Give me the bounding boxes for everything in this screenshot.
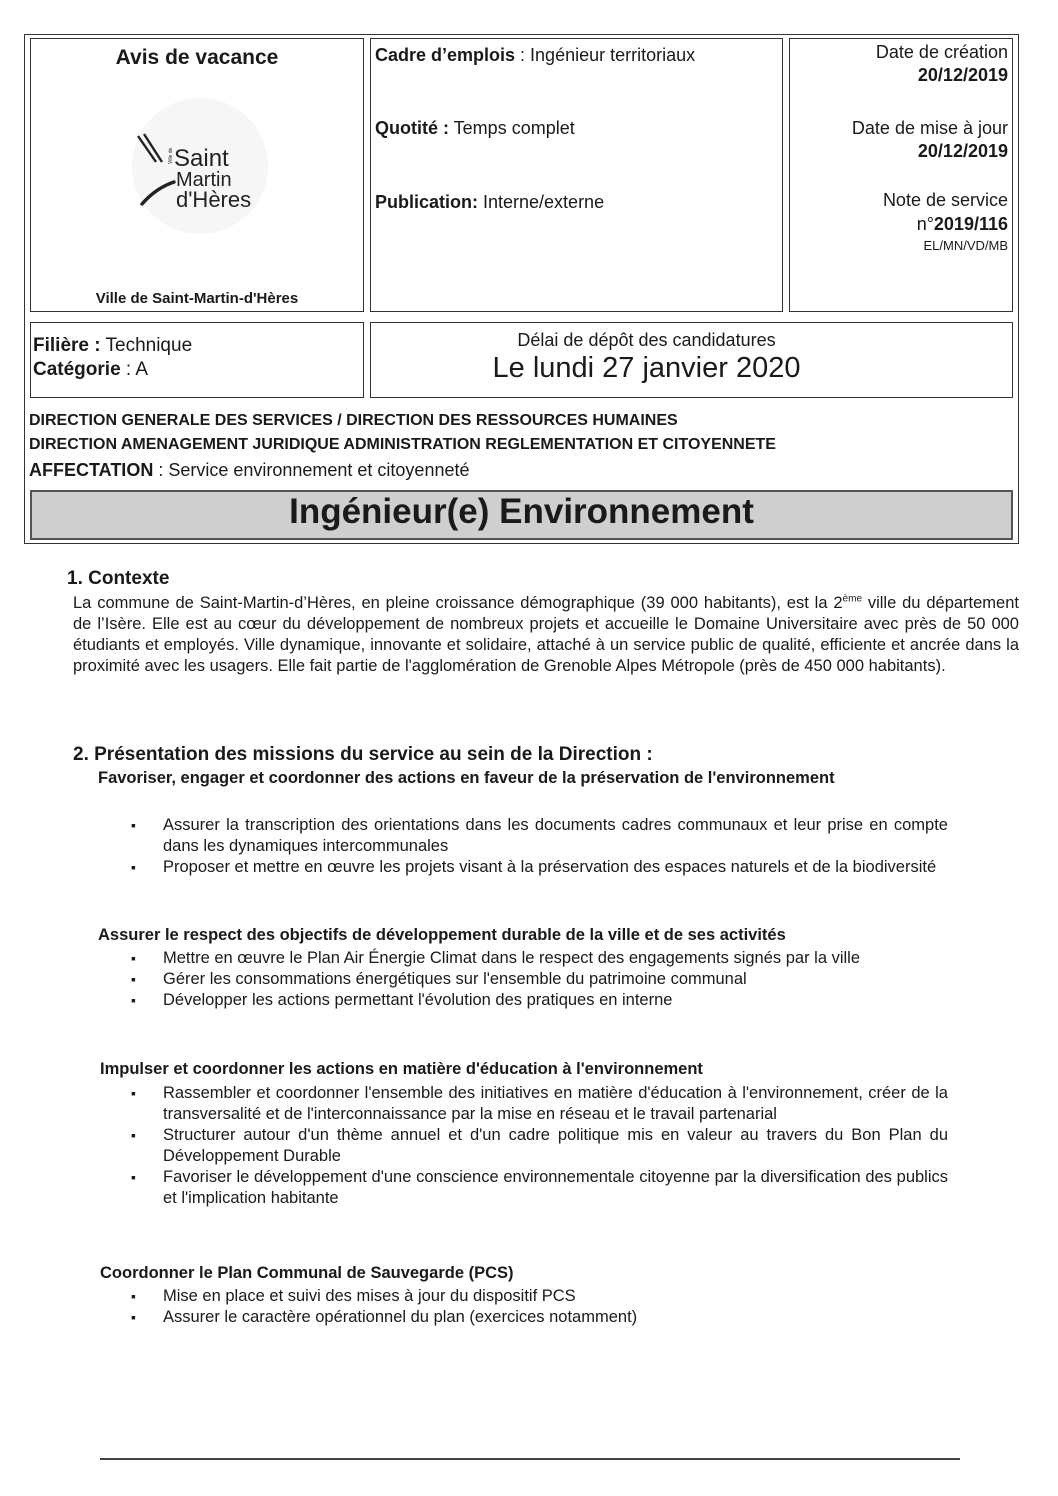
job-info-cell bbox=[370, 38, 783, 312]
categorie-line: Catégorie : A bbox=[33, 359, 149, 380]
city-logo bbox=[130, 132, 280, 222]
date-maj-label: Date de mise à jour bbox=[851, 118, 1008, 138]
cadre-line: Cadre d’emplois : Ingénieur territoriaux bbox=[375, 45, 696, 65]
direction-line-1: DIRECTION GENERALE DES SERVICES / DIRECTION DES RESSOURCES HUMAINES bbox=[29, 412, 678, 429]
svg-text:Martin: Martin bbox=[176, 169, 232, 191]
list-item: ▪ Assurer la transcription des orientations dans les documents cadres communaux et leur prise en compte dans les dynamiques intercommunales bbox=[128, 815, 948, 857]
group-2-list bbox=[128, 948, 948, 1011]
list-item: ▪ Favoriser le développement d'une conscience environnementale citoyenne par la diversification des publics et l'implication habitante bbox=[128, 1167, 948, 1209]
date-creation-value: 20/12/2019 bbox=[917, 65, 1008, 85]
affectation-line: AFFECTATION : Service environnement et citoyenneté bbox=[29, 460, 470, 480]
note-number: n°2019/116 bbox=[916, 214, 1008, 234]
group-1-list bbox=[128, 815, 948, 878]
list-item: ▪ Rassembler et coordonner l'ensemble des initiatives en matière d'éducation à l'environnement, créer de la transversalité et de l'interconnaissance par la mise en réseau et le travail partenarial bbox=[128, 1083, 948, 1125]
filiere-line: Filière : Technique bbox=[33, 335, 193, 356]
org-name: Ville de Saint-Martin-d'Hères bbox=[95, 290, 299, 307]
list-item: ▪ Mettre en œuvre le Plan Air Énergie Climat dans le respect des engagements signés par la ville bbox=[128, 948, 948, 969]
job-title: Ingénieur(e) Environnement bbox=[289, 492, 754, 531]
section-1-text: La commune de Saint-Martin-d’Hères, en pleine croissance démographique (39 000 habitants), est la 2ème ville du département de l’Isère. Elle est au cœur du développement de nombreux projets et accueille le Domaine Universitaire avec près de 50 000 étudiants et employés. Ville dynamique, innovante et solidaire, attaché à un service public de qualité, efficiente et ancrée dans la proximité avec les usagers. Elle fait partie de l'agglomération de Grenoble Alpes Métropole (près de 450 000 habitants). bbox=[73, 593, 1019, 675]
list-item: ▪ Mise en place et suivi des mises à jour du dispositif PCS bbox=[128, 1286, 948, 1307]
direction-line-2: DIRECTION AMENAGEMENT JURIDIQUE ADMINISTRATION REGLEMENTATION ET CITOYENNETE bbox=[29, 436, 776, 453]
svg-text:Ville de: Ville de bbox=[168, 147, 174, 164]
delai-label: Délai de dépôt des candidatures bbox=[517, 330, 776, 350]
section-2-title: 2. Présentation des missions du service au sein de la Direction : bbox=[73, 744, 653, 765]
date-maj-value: 20/12/2019 bbox=[917, 141, 1008, 161]
section-1-title: 1. Contexte bbox=[67, 568, 170, 589]
group-3-list bbox=[128, 1083, 948, 1209]
note-ref: EL/MN/VD/MB bbox=[923, 238, 1008, 253]
quotite-line: Quotité : Temps complet bbox=[375, 118, 575, 138]
group-3-heading: Impulser et coordonner les actions en matière d'éducation à l'environnement bbox=[100, 1060, 703, 1078]
group-1-heading: Favoriser, engager et coordonner des actions en faveur de la préservation de l'environnement bbox=[98, 769, 835, 787]
svg-text:Saint: Saint bbox=[174, 145, 229, 172]
list-item: ▪ Structurer autour d'un thème annuel et d'un cadre politique mis en valeur au travers du Bon Plan du Développement Durable bbox=[128, 1125, 948, 1167]
group-4-list bbox=[128, 1286, 948, 1328]
date-creation-label: Date de création bbox=[875, 42, 1008, 62]
list-item: ▪ Développer les actions permettant l'évolution des pratiques en interne bbox=[128, 990, 948, 1011]
svg-text:d'Hères: d'Hères bbox=[176, 187, 252, 212]
note-label: Note de service bbox=[882, 190, 1008, 210]
group-4-heading: Coordonner le Plan Communal de Sauvegarde (PCS) bbox=[100, 1264, 514, 1282]
list-item: ▪ Proposer et mettre en œuvre les projets visant à la préservation des espaces naturels et de la biodiversité bbox=[128, 857, 948, 878]
list-item: ▪ Assurer le caractère opérationnel du plan (exercices notamment) bbox=[128, 1307, 948, 1328]
group-2-heading: Assurer le respect des objectifs de développement durable de la ville et de ses activités bbox=[98, 926, 786, 944]
list-item: ▪ Gérer les consommations énergétiques sur l'ensemble du patrimoine communal bbox=[128, 969, 948, 990]
footer-rule bbox=[100, 1458, 960, 1460]
publication-line: Publication: Interne/externe bbox=[375, 192, 605, 212]
avis-title: Avis de vacance bbox=[115, 46, 279, 69]
delai-value: Le lundi 27 janvier 2020 bbox=[492, 352, 801, 384]
